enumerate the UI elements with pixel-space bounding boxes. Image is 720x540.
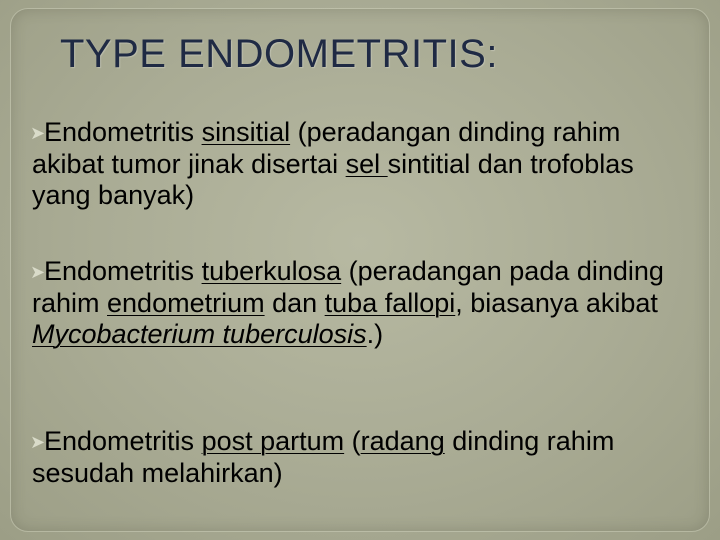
slide-title: TYPE ENDOMETRITIS: xyxy=(60,32,498,76)
bullet-text: Endometritis xyxy=(44,117,202,147)
bullet-item-post-partum xyxy=(32,426,672,489)
bullet-text: ( xyxy=(344,426,361,456)
bullet-text: dan xyxy=(264,288,325,318)
bullet-term: radang xyxy=(360,426,445,456)
arrowhead-bullet-icon: ➤ xyxy=(30,432,46,452)
bullet-term-italic: Mycobacterium tuberculosis xyxy=(32,319,367,349)
bullet-item-tuberkulosa xyxy=(32,256,672,350)
bullet-term: tuberkulosa xyxy=(201,256,342,286)
bullet-text: sintitial dan trofoblas yang banyak) xyxy=(32,149,634,210)
bullet-text: , biasanya akibat xyxy=(455,288,658,318)
bullet-text: dinding rahim sesudah melahirkan) xyxy=(32,426,615,488)
bullet-term: sel xyxy=(345,149,388,179)
bullet-term: endometrium xyxy=(107,288,265,318)
arrowhead-bullet-icon: ➤ xyxy=(30,262,46,282)
bullet-text: (peradangan pada dinding rahim xyxy=(32,256,664,318)
bullet-text: Endometritis xyxy=(44,256,202,286)
bullet-text: (peradangan dinding rahim akibat tumor jinak disertai xyxy=(32,117,621,179)
arrowhead-bullet-icon: ➤ xyxy=(30,123,46,143)
bullet-text: Endometritis xyxy=(44,426,202,456)
bullet-term: post partum xyxy=(201,426,345,456)
bullet-term: sinsitial xyxy=(201,117,291,147)
bullet-text: .) xyxy=(366,319,384,349)
bullet-term: tuba fallopi xyxy=(324,288,456,318)
bullet-item-sinsitial xyxy=(32,117,672,211)
